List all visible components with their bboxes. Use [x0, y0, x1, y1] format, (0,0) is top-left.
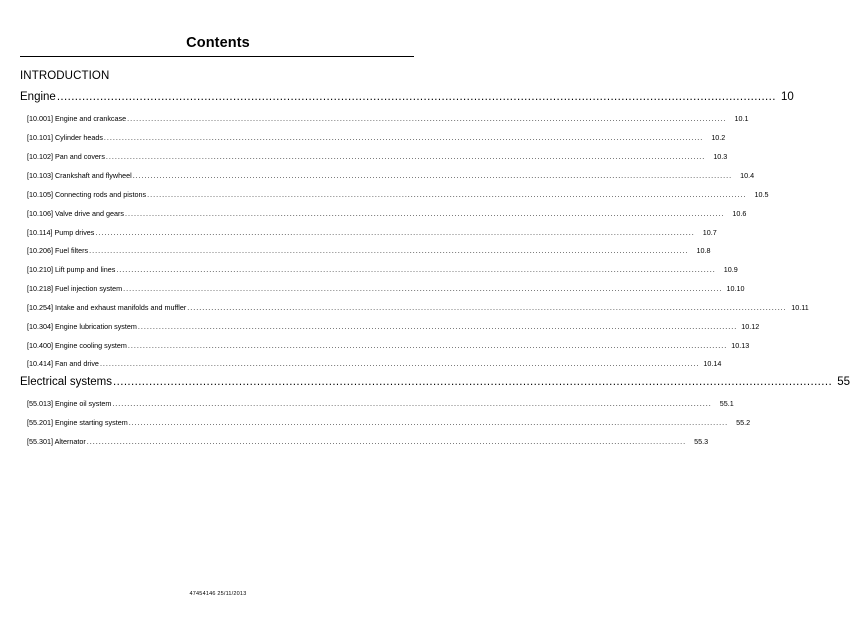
toc-entry-label: [10.114] Pump drives — [27, 228, 95, 237]
dot-leader: ........................................................................................................................................................................................................ — [132, 171, 733, 180]
dot-leader: ........................................................................................................................................................................................................ — [99, 359, 700, 368]
toc-entry-page: 10.9 — [723, 265, 738, 274]
toc-entry[interactable] — [27, 152, 728, 161]
dot-leader: ........................................................................................................................................................................................................ — [147, 190, 747, 199]
dot-leader: ........................................................................................................................................................................................................ — [127, 114, 727, 123]
toc-entry-label: [10.304] Engine lubrication system — [27, 322, 137, 331]
toc-entry[interactable] — [27, 418, 751, 427]
toc-entry-page: 10.5 — [754, 190, 769, 199]
dot-leader: ........................................................................................................................................................................................................ — [113, 376, 833, 388]
toc-section-electrical-systems[interactable] — [20, 376, 850, 388]
toc-entry-page: 10.1 — [734, 114, 749, 123]
toc-entry-label: [10.106] Valve drive and gears — [27, 209, 124, 218]
dot-leader: ........................................................................................................................................................................................................ — [127, 341, 728, 350]
dot-leader: ........................................................................................................................................................................................................ — [187, 303, 787, 312]
toc-entry-page: 10.12 — [741, 322, 760, 331]
dot-leader: ........................................................................................................................................................................................................ — [86, 437, 687, 446]
toc-entry-label: [10.414] Fan and drive — [27, 359, 99, 368]
toc-entry-label: [55.013] Engine oil system — [27, 399, 112, 408]
toc-entry-label: [55.301] Alternator — [27, 437, 86, 446]
dot-leader: ........................................................................................................................................................................................................ — [95, 228, 695, 237]
toc-entry[interactable] — [27, 171, 755, 180]
toc-entry-page: 10.2 — [711, 133, 726, 142]
toc-entry-page: 10.7 — [702, 228, 717, 237]
toc-entry[interactable] — [27, 359, 722, 368]
toc-entry-page: 10.6 — [732, 209, 747, 218]
toc-entry[interactable] — [27, 133, 726, 142]
toc-entry-page: 10.14 — [703, 359, 722, 368]
toc-entry-label: [10.254] Intake and exhaust manifolds and muffler — [27, 303, 187, 312]
toc-entry-page: 55.2 — [736, 418, 751, 427]
toc-entry-label: [10.001] Engine and crankcase — [27, 114, 127, 123]
toc-entry[interactable] — [27, 322, 760, 331]
toc-section-engine[interactable] — [20, 91, 794, 103]
toc-entry-label: [55.201] Engine starting system — [27, 418, 128, 427]
toc-section-page: 10 — [781, 91, 794, 103]
toc-entry-label: [10.102] Pan and covers — [27, 152, 105, 161]
dot-leader: ........................................................................................................................................................................................................ — [56, 91, 776, 103]
toc-entry-label: [10.400] Engine cooling system — [27, 341, 127, 350]
toc-entry[interactable] — [27, 114, 749, 123]
toc-entry-label: [10.218] Fuel injection system — [27, 284, 123, 293]
toc-entry-page: 10.11 — [791, 303, 809, 312]
toc-entry-page: 10.13 — [731, 341, 750, 350]
toc-section-page: 55 — [837, 376, 850, 388]
toc-entry[interactable] — [27, 246, 711, 255]
toc-section-label: Engine — [20, 91, 56, 103]
intro-heading: INTRODUCTION — [20, 70, 110, 82]
toc-entry-label: [10.206] Fuel filters — [27, 246, 89, 255]
toc-entry[interactable] — [27, 190, 769, 199]
toc-entry[interactable] — [27, 265, 738, 274]
dot-leader: ........................................................................................................................................................................................................ — [116, 265, 716, 274]
toc-entry-label: [10.105] Connecting rods and pistons — [27, 190, 147, 199]
toc-entry-page: 55.1 — [719, 399, 734, 408]
toc-section-label: Electrical systems — [20, 376, 113, 388]
page-title: Contents — [186, 35, 250, 51]
toc-entry[interactable] — [27, 399, 734, 408]
toc-entry-label: [10.101] Cylinder heads — [27, 133, 103, 142]
toc-entry-page: 10.10 — [726, 284, 745, 293]
dot-leader: ........................................................................................................................................................................................................ — [124, 209, 725, 218]
toc-entry-page: 55.3 — [694, 437, 709, 446]
toc-entry[interactable] — [27, 437, 709, 446]
dot-leader: ........................................................................................................................................................................................................ — [112, 399, 712, 408]
toc-entry-page: 10.4 — [740, 171, 755, 180]
dot-leader: ........................................................................................................................................................................................................ — [89, 246, 689, 255]
document-footer: 47454146 25/11/2013 — [189, 591, 247, 597]
title-divider — [20, 56, 414, 57]
dot-leader: ........................................................................................................................................................................................................ — [103, 133, 704, 142]
dot-leader: ........................................................................................................................................................................................................ — [137, 322, 738, 331]
toc-entry-label: [10.103] Crankshaft and flywheel — [27, 171, 132, 180]
dot-leader: ........................................................................................................................................................................................................ — [105, 152, 706, 161]
toc-entry[interactable] — [27, 284, 745, 293]
toc-entry[interactable] — [27, 228, 717, 237]
toc-entry-page: 10.8 — [696, 246, 711, 255]
dot-leader: ........................................................................................................................................................................................................ — [128, 418, 729, 427]
toc-entry[interactable] — [27, 209, 747, 218]
toc-entry-label: [10.210] Lift pump and lines — [27, 265, 116, 274]
toc-entry[interactable] — [27, 341, 750, 350]
dot-leader: ........................................................................................................................................................................................................ — [123, 284, 723, 293]
toc-entry-page: 10.3 — [713, 152, 728, 161]
toc-entry[interactable] — [27, 303, 809, 312]
